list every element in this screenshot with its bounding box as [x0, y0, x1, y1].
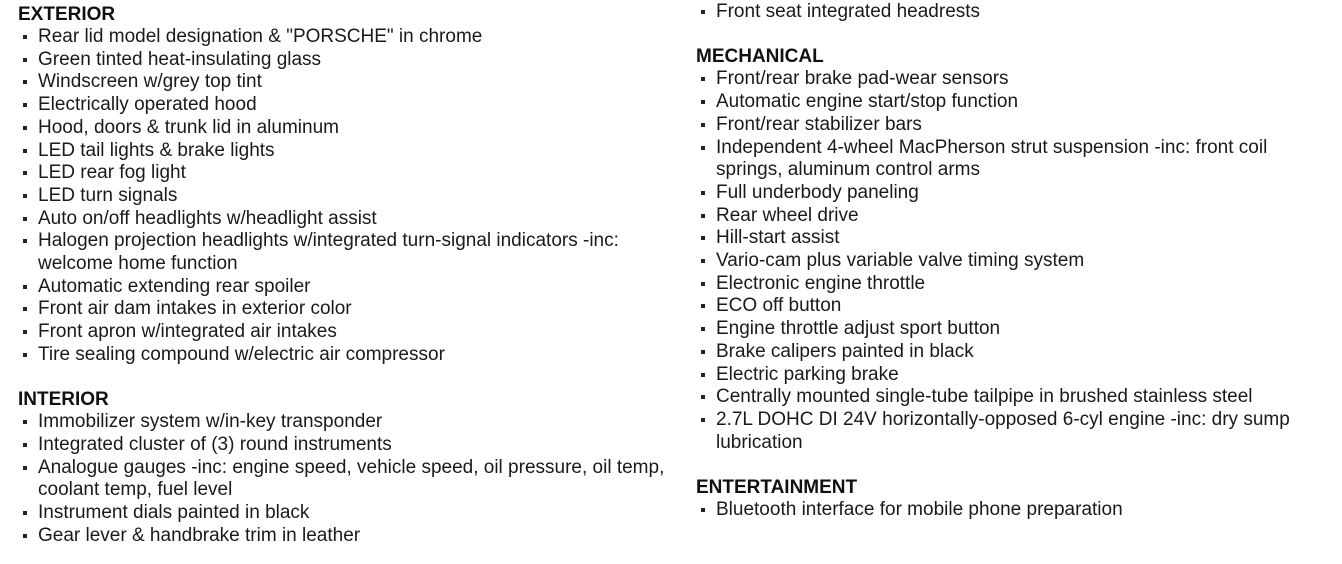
list-item-text: Front seat integrated headrests: [716, 1, 981, 22]
interior-continued-list: [696, 1, 1336, 24]
list-item-text: Front air dam intakes in exterior color: [38, 298, 352, 320]
bullet-icon: [701, 259, 705, 263]
list-item: [18, 525, 678, 548]
list-item: [18, 26, 678, 49]
exterior-heading: EXTERIOR: [18, 4, 116, 25]
list-item: [18, 502, 678, 525]
bullet-icon: [23, 443, 27, 447]
list-item: [18, 344, 678, 367]
list-item-text: Electric parking brake: [716, 363, 899, 385]
entertainment-list: [696, 499, 1336, 522]
interior-continued-section: [696, 1, 1336, 24]
bullet-icon: [701, 100, 705, 104]
list-item: [696, 205, 1336, 228]
list-item-text: Hood, doors & trunk lid in aluminum: [38, 116, 339, 138]
list-item-text: Windscreen w/grey top tint: [38, 71, 262, 93]
bullet-icon: [23, 58, 27, 62]
list-item-text: Automatic extending rear spoiler: [38, 275, 311, 297]
list-item-text: LED turn signals: [38, 184, 178, 206]
bullet-icon: [701, 327, 705, 331]
list-item: [18, 276, 678, 299]
bullet-icon: [23, 420, 27, 424]
list-item-text: Full underbody paneling: [716, 181, 919, 203]
list-item-text: Green tinted heat-insulating glass: [38, 48, 322, 70]
bullet-icon: [23, 466, 27, 470]
bullet-icon: [701, 146, 705, 150]
bullet-icon: [23, 194, 27, 198]
bullet-icon: [701, 304, 705, 308]
bullet-icon: [701, 282, 705, 286]
interior-list: [18, 411, 678, 547]
list-item-text: Gear lever & handbrake trim in leather: [38, 524, 361, 546]
bullet-icon: [23, 217, 27, 221]
bullet-icon: [23, 35, 27, 39]
list-item: [696, 341, 1336, 364]
interior-section: [18, 389, 678, 547]
list-item: [696, 137, 1336, 182]
list-item-text: Brake calipers painted in black: [716, 340, 974, 362]
list-item-text: Engine throttle adjust sport button: [716, 318, 1001, 340]
list-item: [18, 298, 678, 321]
list-item: [18, 71, 678, 94]
right-column: [696, 1, 1336, 522]
list-item-text: Auto on/off headlights w/headlight assist: [38, 207, 377, 229]
exterior-list: [18, 26, 678, 367]
list-item-text: Rear lid model designation & "PORSCHE" in chrome: [38, 26, 483, 47]
list-item-text: Automatic engine start/stop function: [716, 91, 1019, 113]
list-item: [18, 230, 678, 275]
bullet-icon: [23, 534, 27, 538]
list-item: [696, 273, 1336, 296]
list-item-text: 2.7L DOHC DI 24V horizontally-opposed 6-cyl engine -inc: dry sump lubrication: [716, 408, 1290, 453]
list-item: [18, 321, 678, 344]
section-spacer: [18, 367, 678, 390]
list-item-text: Front apron w/integrated air intakes: [38, 321, 337, 343]
list-item-text: Front/rear brake pad-wear sensors: [716, 68, 1009, 90]
list-item: [18, 162, 678, 185]
mechanical-list: [696, 68, 1336, 454]
bullet-icon: [701, 236, 705, 240]
bullet-icon: [23, 80, 27, 84]
bullet-icon: [701, 191, 705, 195]
bullet-icon: [701, 508, 705, 512]
list-item-text: Electrically operated hood: [38, 94, 257, 116]
list-item: [696, 68, 1336, 91]
list-item: [18, 208, 678, 231]
list-item: [696, 386, 1336, 409]
entertainment-section: [696, 477, 1336, 522]
list-item-text: LED rear fog light: [38, 162, 186, 184]
list-item: [696, 364, 1336, 387]
list-item: [696, 227, 1336, 250]
list-item-text: Analogue gauges -inc: engine speed, vehicle speed, oil pressure, oil temp, coolant temp, fuel level: [38, 456, 665, 501]
list-item: [696, 295, 1336, 318]
bullet-icon: [701, 214, 705, 218]
list-item-text: LED tail lights & brake lights: [38, 139, 275, 161]
list-item-text: Electronic engine throttle: [716, 272, 926, 294]
bullet-icon: [701, 373, 705, 377]
list-item: [18, 434, 678, 457]
list-item-text: Rear wheel drive: [716, 204, 859, 226]
bullet-icon: [23, 239, 27, 243]
list-item-text: Immobilizer system w/in-key transponder: [38, 411, 383, 433]
list-item-text: Integrated cluster of (3) round instruments: [38, 433, 392, 455]
mechanical-heading: MECHANICAL: [696, 46, 824, 68]
list-item: [696, 182, 1336, 205]
bullet-icon: [23, 126, 27, 130]
list-item: [696, 114, 1336, 137]
bullet-icon: [23, 149, 27, 153]
mechanical-section: [696, 46, 1336, 454]
bullet-icon: [23, 330, 27, 334]
list-item-text: Halogen projection headlights w/integrated turn-signal indicators -inc: welcome home function: [38, 230, 619, 275]
list-item-text: ECO off button: [716, 295, 842, 317]
list-item: [18, 185, 678, 208]
list-item: [696, 91, 1336, 114]
bullet-icon: [23, 307, 27, 311]
section-spacer: [696, 24, 1336, 47]
list-item-text: Hill-start assist: [716, 227, 840, 249]
list-item: [696, 409, 1336, 454]
bullet-icon: [23, 353, 27, 357]
bullet-icon: [701, 123, 705, 127]
list-item: [18, 457, 678, 502]
list-item: [18, 140, 678, 163]
bullet-icon: [701, 395, 705, 399]
bullet-icon: [23, 103, 27, 107]
list-item-text: Instrument dials painted in black: [38, 502, 310, 524]
bullet-icon: [701, 418, 705, 422]
list-item-text: Bluetooth interface for mobile phone preparation: [716, 499, 1123, 521]
list-item: [18, 411, 678, 434]
list-item: [696, 318, 1336, 341]
list-item-text: Tire sealing compound w/electric air compressor: [38, 343, 445, 365]
bullet-icon: [701, 350, 705, 354]
bullet-icon: [23, 171, 27, 175]
list-item-text: Independent 4-wheel MacPherson strut suspension -inc: front coil springs, aluminum control arms: [716, 136, 1268, 181]
interior-heading: INTERIOR: [18, 389, 109, 411]
list-item-text: Vario-cam plus variable valve timing system: [716, 250, 1085, 272]
exterior-section: [18, 4, 678, 367]
list-item-text: Front/rear stabilizer bars: [716, 113, 922, 135]
bullet-icon: [23, 285, 27, 289]
list-item: [696, 250, 1336, 273]
bullet-icon: [23, 511, 27, 515]
left-column: [18, 4, 678, 547]
list-item: [18, 117, 678, 140]
entertainment-heading: ENTERTAINMENT: [696, 477, 858, 499]
list-item-text: Centrally mounted single-tube tailpipe in brushed stainless steel: [716, 386, 1253, 408]
section-spacer: [696, 454, 1336, 477]
list-item: [696, 1, 1336, 24]
list-item: [18, 94, 678, 117]
list-item: [696, 499, 1336, 522]
list-item: [18, 49, 678, 72]
bullet-icon: [701, 77, 705, 81]
bullet-icon: [701, 10, 705, 14]
